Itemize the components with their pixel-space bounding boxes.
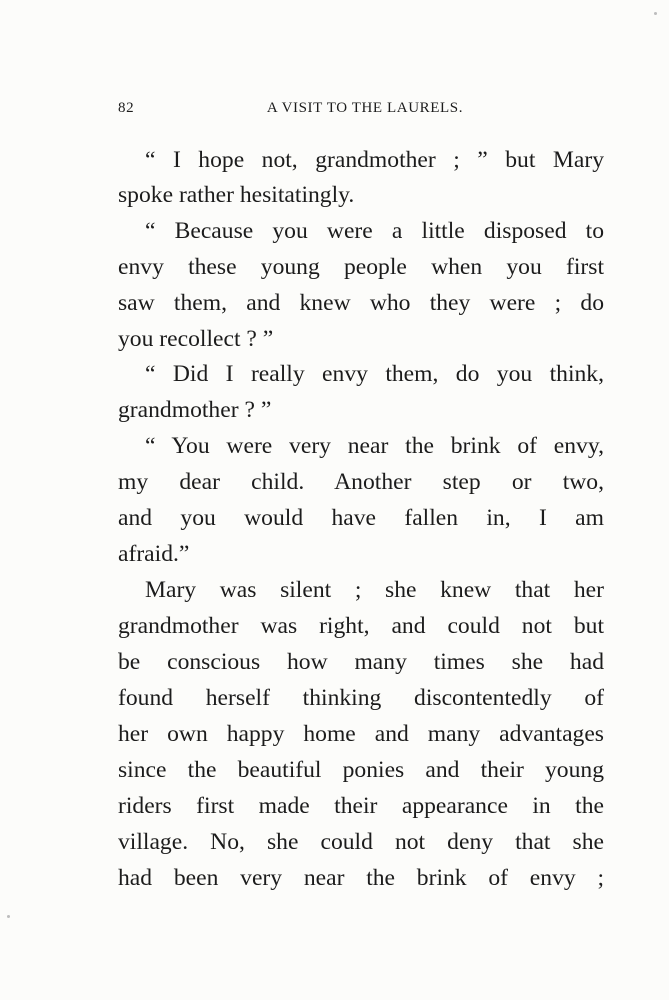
text-line: saw them, and knew who they were ; do <box>118 290 604 316</box>
page-number: 82 <box>118 100 135 116</box>
text-line: “ I hope not, grandmother ; ” but Mary <box>145 147 604 173</box>
text-line: “ Did I really envy them, do you think, <box>145 361 604 387</box>
page-header <box>118 100 604 124</box>
text-line: found herself thinking discontentedly of <box>118 685 604 711</box>
text-line: and you would have fallen in, I am <box>118 505 604 531</box>
text-line: village. No, she could not deny that she <box>118 829 604 855</box>
paper-speck <box>654 12 657 15</box>
text-line: afraid.” <box>118 541 190 567</box>
text-line: since the beautiful ponies and their young <box>118 757 604 783</box>
text-line: “ You were very near the brink of envy, <box>145 433 604 459</box>
text-line: grandmother ? ” <box>118 397 272 423</box>
paper-speck <box>7 915 10 918</box>
text-line: you recollect ? ” <box>118 326 274 352</box>
text-line: “ Because you were a little disposed to <box>145 218 604 244</box>
text-line: be conscious how many times she had <box>118 649 604 675</box>
text-line: her own happy home and many advantages <box>118 721 604 747</box>
text-line: had been very near the brink of envy ; <box>118 865 604 891</box>
text-line: my dear child. Another step or two, <box>118 469 604 495</box>
text-line: Mary was silent ; she knew that her <box>145 577 604 603</box>
text-line: riders first made their appearance in the <box>118 793 604 819</box>
text-line: envy these young people when you first <box>118 254 604 280</box>
text-line: grandmother was right, and could not but <box>118 613 604 639</box>
text-line: spoke rather hesitatingly. <box>118 182 355 208</box>
running-head: A VISIT TO THE LAURELS. <box>266 100 464 116</box>
